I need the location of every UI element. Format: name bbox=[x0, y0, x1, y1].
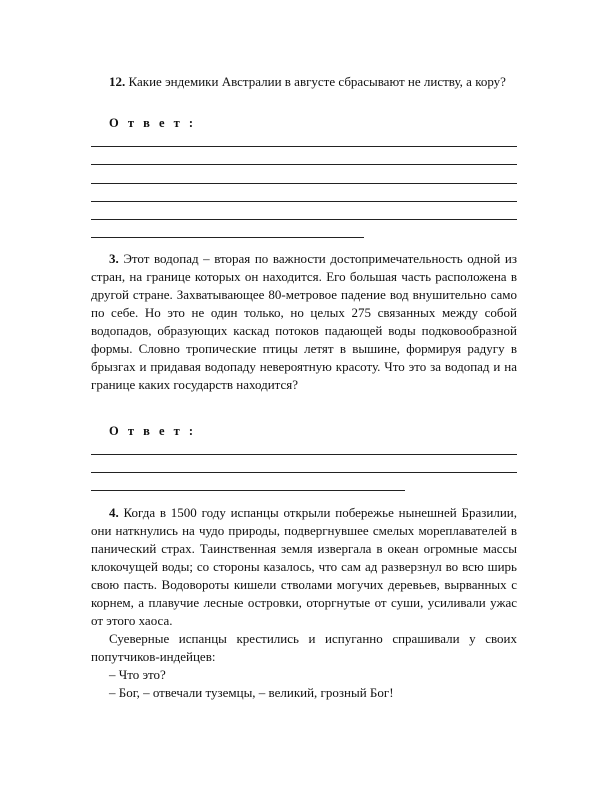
question-12 bbox=[91, 73, 517, 91]
question-4-number: 4. bbox=[109, 505, 119, 520]
answer-label-3: О т в е т : bbox=[109, 424, 197, 438]
answer-line[interactable] bbox=[91, 183, 517, 184]
answer-line[interactable] bbox=[91, 219, 517, 220]
answer-line[interactable] bbox=[91, 164, 517, 165]
answer-line[interactable] bbox=[91, 472, 517, 473]
answer-line[interactable] bbox=[91, 146, 517, 147]
answer-line[interactable] bbox=[91, 454, 517, 455]
question-3-number: 3. bbox=[109, 251, 119, 266]
answer-line[interactable] bbox=[91, 201, 517, 202]
question-4-text: Когда в 1500 году испанцы открыли побережье нынешней Бразилии, они наткнулись на чудо природы, подвергнувшее смелых мореплавателей в панический страх. Таинственная земля извергала в океан огромные массы клокочущей воды; со стороны казалось, что сам ад разверзнул во всю ширь свою пасть. Водовороты кишели стволами могучих деревьев, вырванных с корнем, а плавучие лесные островки, оторгнутые от суши, усиливали ужас от этого хаоса. bbox=[91, 505, 517, 628]
question-3 bbox=[91, 250, 517, 394]
answer-line[interactable] bbox=[91, 490, 405, 491]
question-12-number: 12. bbox=[109, 74, 126, 89]
question-4 bbox=[91, 504, 517, 702]
question-4-dialog-2: – Бог, – отвечали туземцы, – великий, грозный Бог! bbox=[109, 685, 394, 700]
question-4-paragraph-2: Суеверные испанцы крестились и испуганно спрашивали у своих попутчиков-индейцев: bbox=[91, 631, 517, 664]
answer-label-12: О т в е т : bbox=[109, 116, 197, 130]
answer-line[interactable] bbox=[91, 237, 364, 238]
question-12-text: Какие эндемики Австралии в августе сбрасывают не листву, а кору? bbox=[128, 74, 506, 89]
question-4-dialog-1: – Что это? bbox=[109, 667, 166, 682]
question-3-text: Этот водопад – вторая по важности достопримечательность одной из стран, на границе которых он находится. Его большая часть расположена в другой стране. Захватывающее 80-метровое падение вод внушительно само по себе. Но это не один только, но целых 275 связанных между собой водопадов, образующих каскад потоков падающей воды подковообразной формы. Словно тропические птицы летят в вышине, формируя радугу в брызгах и придавая водопаду невероятную красоту. Что это за водопад и на границе каких государств находится? bbox=[91, 251, 517, 392]
